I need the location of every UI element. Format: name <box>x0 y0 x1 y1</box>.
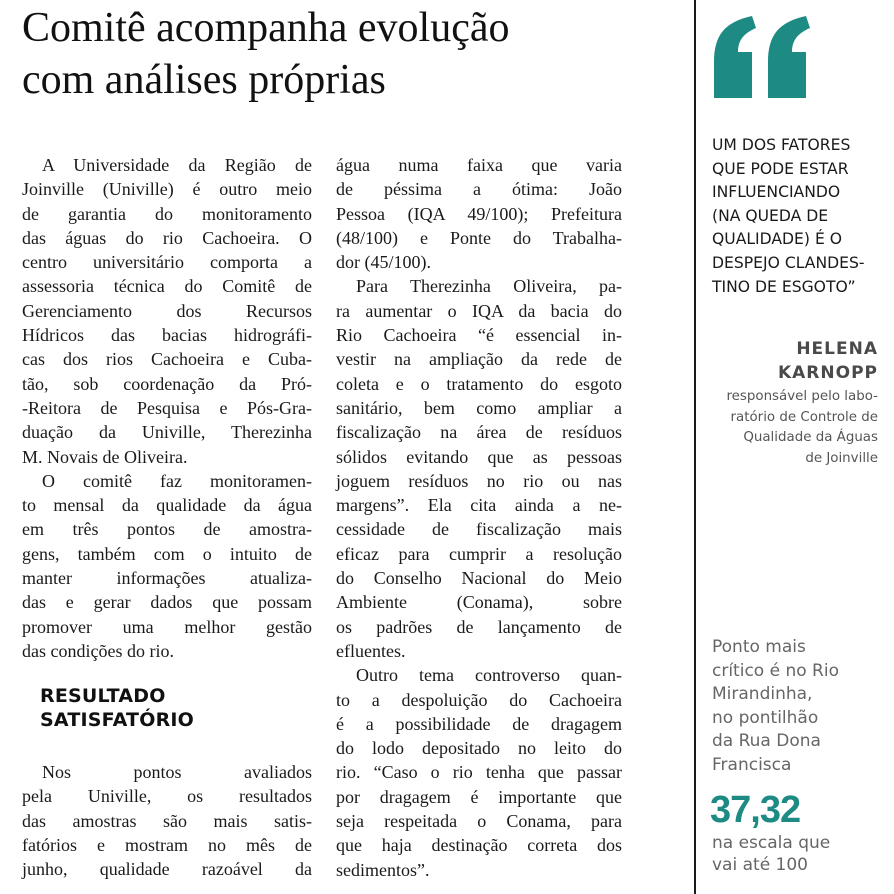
text-line: joguem resíduos no rio ou nas <box>336 470 622 491</box>
author-role-line: ratório de Controle de <box>730 409 878 425</box>
article-column-1 <box>22 153 312 663</box>
quote-line: QUE PODE ESTAR <box>712 159 849 178</box>
paragraph <box>336 274 622 663</box>
text-line: das amostras são mais satis- <box>22 810 312 831</box>
text-line: (48/100) e Ponte do Trabalha- <box>336 227 622 248</box>
text-line: Rio Cachoeira “é essencial in- <box>336 325 622 346</box>
text-line: de garantia do monitoramento <box>22 203 312 224</box>
quote-line: INFLUENCIANDO <box>712 183 841 202</box>
text-line: pela Univille, os resultados <box>22 786 312 807</box>
text-line: margens”. Ela cita ainda a ne- <box>336 495 622 516</box>
text-line: Pessoa (IQA 49/100); Prefeitura <box>336 203 622 224</box>
text-line: sanitário, bem como ampliar a <box>336 397 622 418</box>
fact-line: Mirandinha, <box>712 684 813 705</box>
text-line: efluentes. <box>336 640 406 661</box>
text-line: duação da Univille, Therezinha <box>22 422 312 443</box>
text-line: do lodo depositado no leito do <box>336 738 622 759</box>
text-line: que haja destinação correta dos <box>336 835 622 856</box>
section-subhead <box>40 684 300 732</box>
paragraph <box>336 153 622 274</box>
text-line: Joinville (Univille) é outro meio <box>22 179 312 200</box>
subhead-line: RESULTADO <box>40 685 166 707</box>
headline <box>22 2 682 106</box>
text-line: M. Novais de Oliveira. <box>22 446 188 467</box>
author-role-line: responsável pelo labo- <box>726 389 878 404</box>
text-line: fatórios e mostram no mês de <box>22 834 312 855</box>
text-line: em três pontos de amostra- <box>22 519 312 540</box>
text-line: gens, também com o intuito de <box>22 543 312 564</box>
author-role-line: Qualidade da Águas <box>743 430 878 446</box>
paragraph <box>22 760 312 881</box>
quote-line: (NA QUEDA DE <box>712 206 829 225</box>
text-line: seja respeitada o Conama, para <box>336 811 622 832</box>
text-line: centro universitário comporta a <box>22 252 312 273</box>
fact-unit-line: vai até 100 <box>712 855 808 875</box>
column-divider <box>694 0 696 894</box>
text-line: -Reitora de Pesquisa e Pós-Gra- <box>22 397 312 418</box>
text-line: Nos pontos avaliados <box>42 762 312 782</box>
text-line: por dragagem é importante que <box>336 786 622 807</box>
text-line: to a despoluição do Cachoeira <box>336 689 622 710</box>
text-line: vestir na ampliação da rede de <box>336 349 622 370</box>
text-line: junho, qualidade razoável da <box>22 859 312 880</box>
text-line: assessoria técnica do Comitê de <box>22 276 312 297</box>
text-line: cessidade de fiscalização mais <box>336 519 622 540</box>
text-line: A Universidade da Região de <box>42 155 312 175</box>
quote-line: UM DOS FATORES <box>712 136 851 154</box>
quote-line: TINO DE ESGOTO” <box>712 277 856 296</box>
paragraph <box>22 469 312 663</box>
quote-mark-icon <box>708 10 818 110</box>
quote-author-name <box>718 337 878 385</box>
text-line: é a possibilidade de dragagem <box>336 713 622 734</box>
text-line: do Conselho Nacional do Meio <box>336 568 622 589</box>
fact-line: crítico é no Rio <box>712 660 839 681</box>
article-column-1-continued <box>22 760 312 881</box>
text-line: eficaz para cumprir a resolução <box>336 543 622 564</box>
quote-author-role <box>698 387 878 469</box>
fact-unit-line: na escala que <box>712 833 831 853</box>
article-column-2 <box>336 153 622 882</box>
quote-line: DESPEJO CLANDES- <box>712 253 865 272</box>
paragraph <box>22 153 312 469</box>
fact-box-text <box>712 636 882 778</box>
text-line: promover uma melhor gestão <box>22 616 312 637</box>
text-line: das e gerar dados que possam <box>22 592 312 613</box>
text-line: Para Therezinha Oliveira, pa- <box>356 276 622 297</box>
fact-number: 37,32 <box>710 789 801 831</box>
paragraph <box>336 663 622 882</box>
text-line: das águas do rio Cachoeira. O <box>22 227 312 248</box>
fact-line: da Rua Dona <box>712 731 821 752</box>
text-line: Hídricos das bacias hidrográfi- <box>22 325 312 346</box>
text-line: to mensal da qualidade da água <box>22 495 312 516</box>
headline-line: com análises próprias <box>22 57 386 103</box>
text-line: os padrões de lançamento de <box>336 616 622 637</box>
text-line: água numa faixa que varia <box>336 155 622 175</box>
text-line: O comitê faz monitoramen- <box>42 470 312 491</box>
text-line: fiscalização na área de resíduos <box>336 422 622 443</box>
fact-unit <box>712 832 882 876</box>
text-line: manter informações atualiza- <box>22 568 312 589</box>
subhead-line: SATISFATÓRIO <box>40 709 195 731</box>
text-line: tão, sob coordenação da Pró- <box>22 373 312 394</box>
headline-line: Comitê acompanha evolução <box>22 5 510 51</box>
text-line: sedimentos”. <box>336 859 430 880</box>
text-line: de péssima a ótima: João <box>336 179 622 200</box>
text-line: Ambiente (Conama), sobre <box>336 592 622 613</box>
text-line: rio. “Caso o rio tenha que passar <box>336 762 622 783</box>
text-line: dor (45/100). <box>336 252 431 273</box>
fact-line: Francisca <box>712 754 792 775</box>
pull-quote <box>712 134 872 299</box>
text-line: cas dos rios Cachoeira e Cuba- <box>22 349 312 370</box>
author-name-line: HELENA <box>796 339 878 359</box>
text-line: ra aumentar o IQA da bacia do <box>336 300 622 321</box>
author-role-line: de Joinville <box>805 450 878 466</box>
quote-line: QUALIDADE) É O <box>712 230 843 249</box>
text-line: coleta e o tratamento do esgoto <box>336 373 622 394</box>
text-line: sólidos evitando que as pessoas <box>336 446 622 467</box>
text-line: Gerenciamento dos Recursos <box>22 300 312 321</box>
text-line: Outro tema controverso quan- <box>356 665 622 686</box>
text-line: das condições do rio. <box>22 640 174 661</box>
author-name-line: KARNOPP <box>777 363 878 383</box>
fact-line: Ponto mais <box>712 637 806 657</box>
fact-line: no pontilhão <box>712 707 819 728</box>
